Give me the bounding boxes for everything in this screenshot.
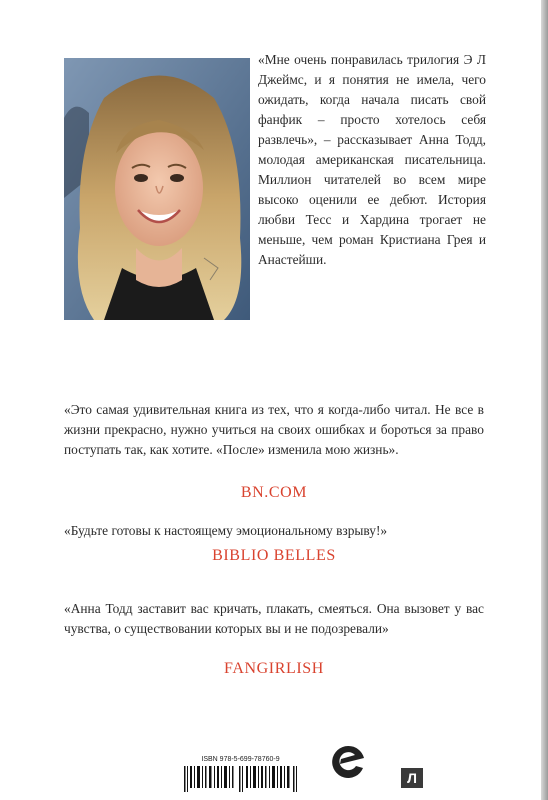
isbn-number: ISBN 978-5-699-78760-9 [201,756,280,763]
review-quote-3: «Анна Тодд заставит вас кричать, плакать, смеяться. Она вызовет у вас чувства, о существовании которых вы и не подозревали» [64,601,484,636]
review-source-1: BN.COM [240,484,308,501]
author-portrait-image [64,58,250,320]
author-photo [64,58,250,320]
eksmo-logo-icon [328,742,368,782]
author-bio: «Мне очень понравилась трилогия Э Л Джеймс, и я понятия не имела, чего ожидать, когда начала писать свой фанфик – просто хотелось себя развлечь», – рассказывает Анна Тодд, молодая американская писательница. Миллион читателей во всем мире высоко оценили ее дебют. История любви Тесс и Хардина трогает не меньше, чем роман Кристиана Грея и Анастейши. [258,52,486,267]
barcode-bars-icon [184,766,298,792]
review-source-3: FANGIRLISH [224,660,324,677]
review-quote-2: «Будьте готовы к настоящему эмоциональному взрыву!» [64,523,388,538]
l-logo-icon: Л [401,768,423,788]
spine-edge [541,0,548,800]
review-source-2: BIBLIO BELLES [212,547,336,564]
review-quote-1: «Это самая удивительная книга из тех, что я когда-либо читал. Не все в жизни прекрасно, нужно учиться на своих ошибках и бороться за право поступать так, как хотите. «После» изменила мою жизнь». [64,402,484,457]
